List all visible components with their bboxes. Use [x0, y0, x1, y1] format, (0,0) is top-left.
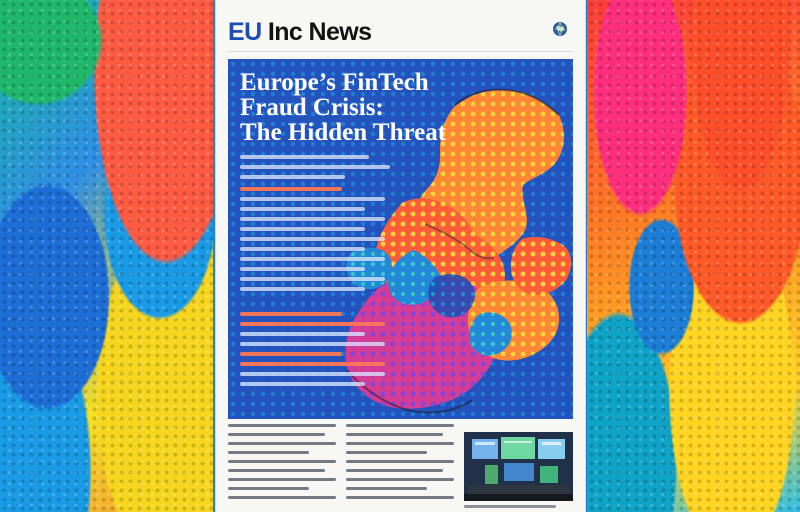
lower-col2-line-8 — [346, 487, 427, 490]
hero-section — [228, 59, 573, 419]
body-line-12 — [240, 312, 342, 316]
lower-col1-line-9 — [228, 496, 336, 499]
globe-icon — [552, 21, 568, 37]
lower-col2-line-7 — [346, 478, 454, 481]
lede-line-2 — [240, 165, 390, 169]
headline-line-1: Europe’s FinTech — [240, 69, 429, 96]
lower-col1-line-1 — [228, 424, 336, 427]
header-meta — [552, 21, 573, 37]
body-line-14 — [240, 332, 365, 336]
lower-column-3 — [464, 424, 573, 512]
masthead — [228, 18, 371, 47]
lower-col2-line-3 — [346, 442, 454, 445]
right-pop-art-panel — [587, 0, 800, 512]
body-line-5 — [240, 227, 365, 231]
body-line-17 — [240, 362, 385, 366]
photo-caption-line — [464, 505, 556, 508]
lower-col2-line-9 — [346, 496, 454, 499]
lower-col2-line-4 — [346, 451, 427, 454]
lower-col1-line-4 — [228, 451, 309, 454]
headline-line-2: Fraud Crisis: — [240, 94, 384, 121]
masthead-title: Inc News — [261, 18, 372, 46]
body-line-9 — [240, 267, 365, 271]
lower-col1-line-5 — [228, 460, 336, 463]
lower-col2-line-6 — [346, 469, 443, 472]
article-body-block-2 — [240, 312, 385, 392]
headline-line-3: The Hidden Threat — [240, 119, 447, 146]
body-line-19 — [240, 382, 365, 386]
lower-col1-line-8 — [228, 487, 309, 490]
body-line-16 — [240, 352, 342, 356]
body-line-11 — [240, 287, 365, 291]
article-body-block-1 — [240, 187, 385, 297]
lede-line-3 — [240, 175, 345, 179]
right-panel-light-halftone — [587, 0, 800, 512]
lede-line-1 — [240, 155, 369, 159]
left-pop-art-panel — [0, 0, 213, 512]
newspaper-page — [216, 0, 585, 512]
masthead-eu: EU — [228, 18, 262, 46]
lower-column-1 — [228, 424, 336, 512]
lower-col2-line-1 — [346, 424, 454, 427]
lede-text — [240, 155, 390, 185]
body-line-8 — [240, 257, 385, 261]
body-line-13 — [240, 322, 385, 326]
body-line-10 — [240, 277, 385, 281]
newspaper-header — [228, 16, 573, 52]
body-line-18 — [240, 372, 385, 376]
body-line-15 — [240, 342, 385, 346]
body-line-6 — [240, 237, 385, 241]
body-line-1 — [240, 187, 342, 191]
lower-col2-line-2 — [346, 433, 443, 436]
left-panel-light-halftone — [0, 0, 213, 512]
body-line-3 — [240, 207, 365, 211]
lower-column-2 — [346, 424, 454, 512]
lower-col1-line-7 — [228, 478, 336, 481]
control-room-photo-art — [464, 432, 573, 501]
body-line-4 — [240, 217, 385, 221]
lower-col1-line-3 — [228, 442, 336, 445]
control-room-photo — [464, 432, 573, 501]
lower-col1-line-6 — [228, 469, 325, 472]
lower-col1-line-2 — [228, 433, 325, 436]
body-line-2 — [240, 197, 385, 201]
hero-headline — [240, 70, 450, 145]
lower-article-strip — [228, 424, 573, 512]
body-line-7 — [240, 247, 365, 251]
lower-col2-line-5 — [346, 460, 454, 463]
top-navigation — [228, 6, 573, 14]
